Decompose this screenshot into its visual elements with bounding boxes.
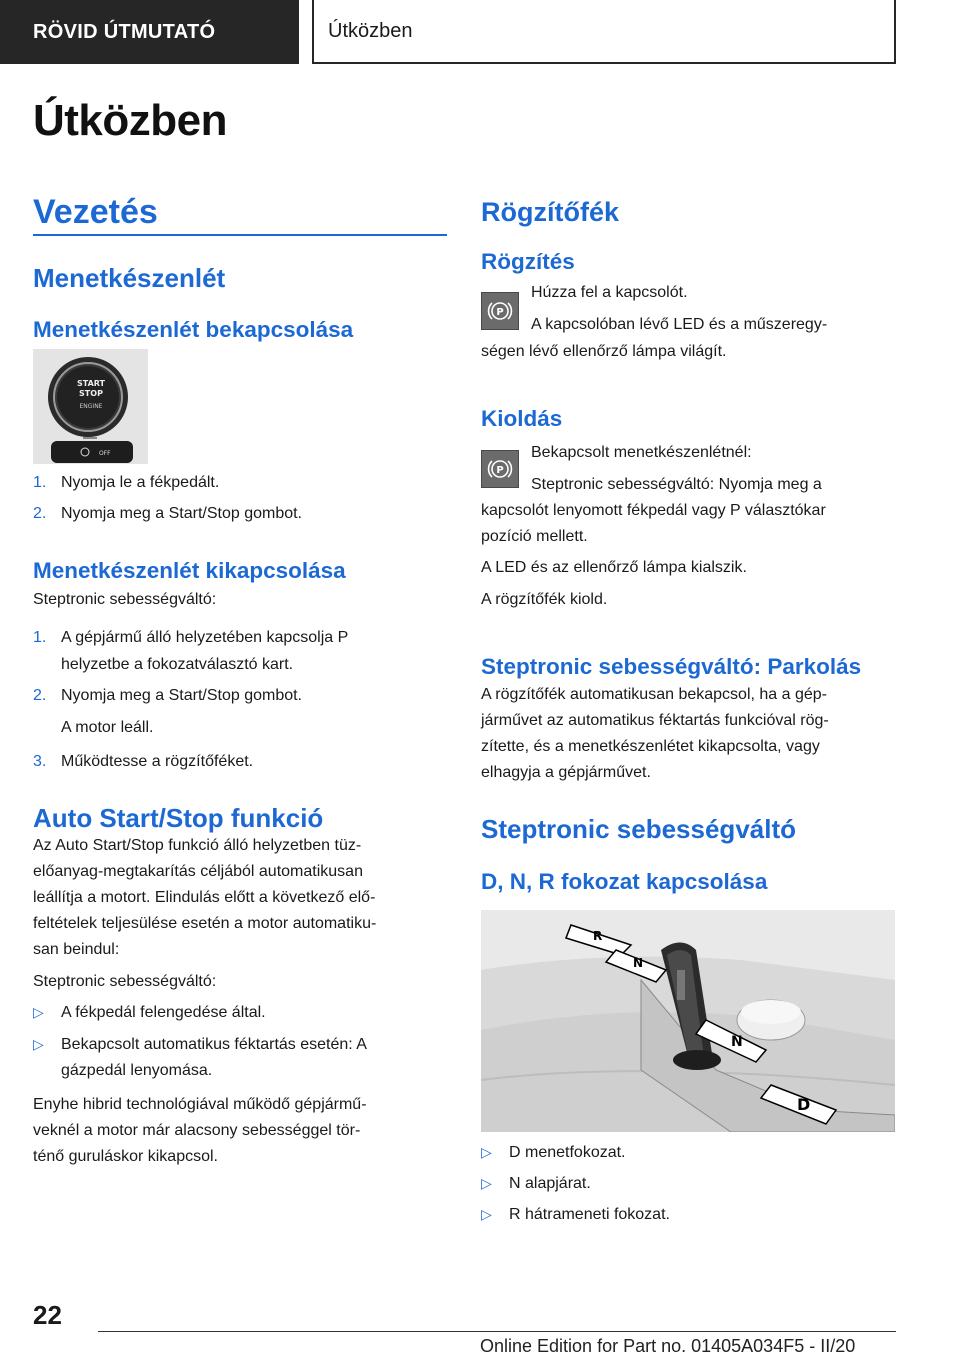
kioldas-text: A LED és az ellenőrző lámpa kialszik. [481,559,747,576]
paragraph-line: elhagyja a gépjárművet. [481,764,651,781]
rogzites-text: ségen lévő ellenőrző lámpa világít. [481,343,727,360]
header-section-label: RÖVID ÚTMUTATÓ [33,20,216,43]
bullet-triangle-icon: ▷ [481,1175,492,1191]
start-stop-button-image [33,349,148,464]
gear-label-d: D [797,1095,811,1114]
rogzites-text: Húzza fel a kapcsolót. [531,284,688,301]
heading-kioldas: Kioldás [481,406,563,431]
page-title: Útközben [33,96,227,145]
kioldas-text: pozíció mellett. [481,528,588,545]
bullet-triangle-icon: ▷ [481,1206,492,1222]
off-label: OFF [99,450,111,457]
bullet-triangle-icon: ▷ [33,1036,44,1052]
step-number: 3. [33,753,47,770]
svg-text:P: P [496,465,504,476]
paragraph-line: san beindul: [33,941,120,958]
heading-kikapcsolas: Menetkészenlét kikapcsolása [33,558,346,583]
paragraph-line: előanyag-megtakarítás céljából automatikusan [33,863,363,880]
kioldas-text: kapcsolót lenyomott fékpedál vagy P választókar [481,502,826,519]
paragraph-line: Enyhe hibrid technológiával működő gépjármű- [33,1096,367,1113]
header-chapter-label: Útközben [328,19,413,42]
step-subtext: A motor leáll. [61,719,154,736]
step-text: Nyomja meg a Start/Stop gombot. [61,505,302,522]
bullet-text: D menetfokozat. [509,1144,626,1161]
heading-rogzites: Rögzítés [481,249,575,274]
paragraph-line: A rögzítőfék automatikusan bekapcsol, ha a gép- [481,686,827,703]
engine-label: ENGINE [79,403,103,410]
bullet-triangle-icon: ▷ [481,1144,492,1160]
step-number: 1. [33,629,47,646]
parking-brake-icon [481,450,519,488]
header-section-tab [0,0,299,64]
step-text: A gépjármű álló helyzetében kapcsolja P [61,629,349,646]
paragraph-line: veknél a motor már alacsony sebességgel tör- [33,1122,361,1139]
step-text: Nyomja le a fékpedált. [61,474,220,491]
paragraph-line: Az Auto Start/Stop funkció álló helyzetben tüz- [33,837,362,854]
heading-rogzitofek: Rögzítőfék [481,197,619,227]
page-number: 22 [33,1300,62,1330]
paragraph: Steptronic sebességváltó: [33,973,217,990]
gear-selector-image [481,910,895,1132]
bullet-text: A fékpedál felengedése által. [61,1004,266,1021]
heading-parkolas: Steptronic sebességváltó: Parkolás [481,654,862,679]
section-title-vezetes: Vezetés [33,193,158,231]
section-rule [33,234,447,236]
paragraph-line: feltételek teljesülése esetén a motor automatiku- [33,915,377,932]
paragraph-line: járművet az automatikus féktartás funkcióval rög- [481,712,829,729]
parking-brake-icon [481,292,519,330]
step-number: 1. [33,474,47,491]
kioldas-text: Bekapcsolt menetkészenlétnél: [531,444,752,461]
paragraph-line: leállítja a motort. Elindulás előtt a következő elő- [33,889,376,906]
bullet-text: N alapjárat. [509,1175,591,1192]
heading-steptronic: Steptronic sebességváltó [481,814,796,844]
gear-label-n-lower: N [731,1034,743,1050]
stop-label: STOP [79,389,103,398]
svg-text:P: P [496,307,504,318]
heading-bekapcsolas: Menetkészenlét bekapcsolása [33,317,354,342]
kioldas-text: A rögzítőfék kiold. [481,591,608,608]
bullet-text: Bekapcsolt automatikus féktartás esetén: A [61,1036,367,1053]
paragraph-line: ténő guruláskor kikapcsol. [33,1148,218,1165]
header-chapter-tab [312,0,896,64]
step-text: helyzetbe a fokozatválasztó kart. [61,656,294,673]
kioldas-text: Steptronic sebességváltó: Nyomja meg a [531,476,822,493]
heading-dnr: D, N, R fokozat kapcsolása [481,869,768,894]
bullet-text: gázpedál lenyomása. [61,1062,213,1079]
step-text: Működtesse a rögzítőféket. [61,753,254,770]
step-number: 2. [33,687,47,704]
rogzites-text: A kapcsolóban lévő LED és a műszeregy- [531,316,828,333]
footer-edition: Online Edition for Part no. 01405A034F5 - II/20 [480,1336,856,1356]
start-label: START [76,379,106,388]
paragraph: Steptronic sebességváltó: [33,591,217,608]
gear-label-r: R [593,929,603,943]
paragraph-line: zítette, és a menetkészenlétet kikapcsolta, vagy [481,738,820,755]
step-number: 2. [33,505,47,522]
heading-auto-start-stop: Auto Start/Stop funkció [33,803,324,833]
bullet-triangle-icon: ▷ [33,1004,44,1020]
footer-rule [98,1331,896,1332]
heading-menetkeszenlet: Menetkészenlét [33,263,226,293]
gear-label-n-upper: N [633,956,644,970]
bullet-text: R hátrameneti fokozat. [509,1206,670,1223]
step-text: Nyomja meg a Start/Stop gombot. [61,687,302,704]
